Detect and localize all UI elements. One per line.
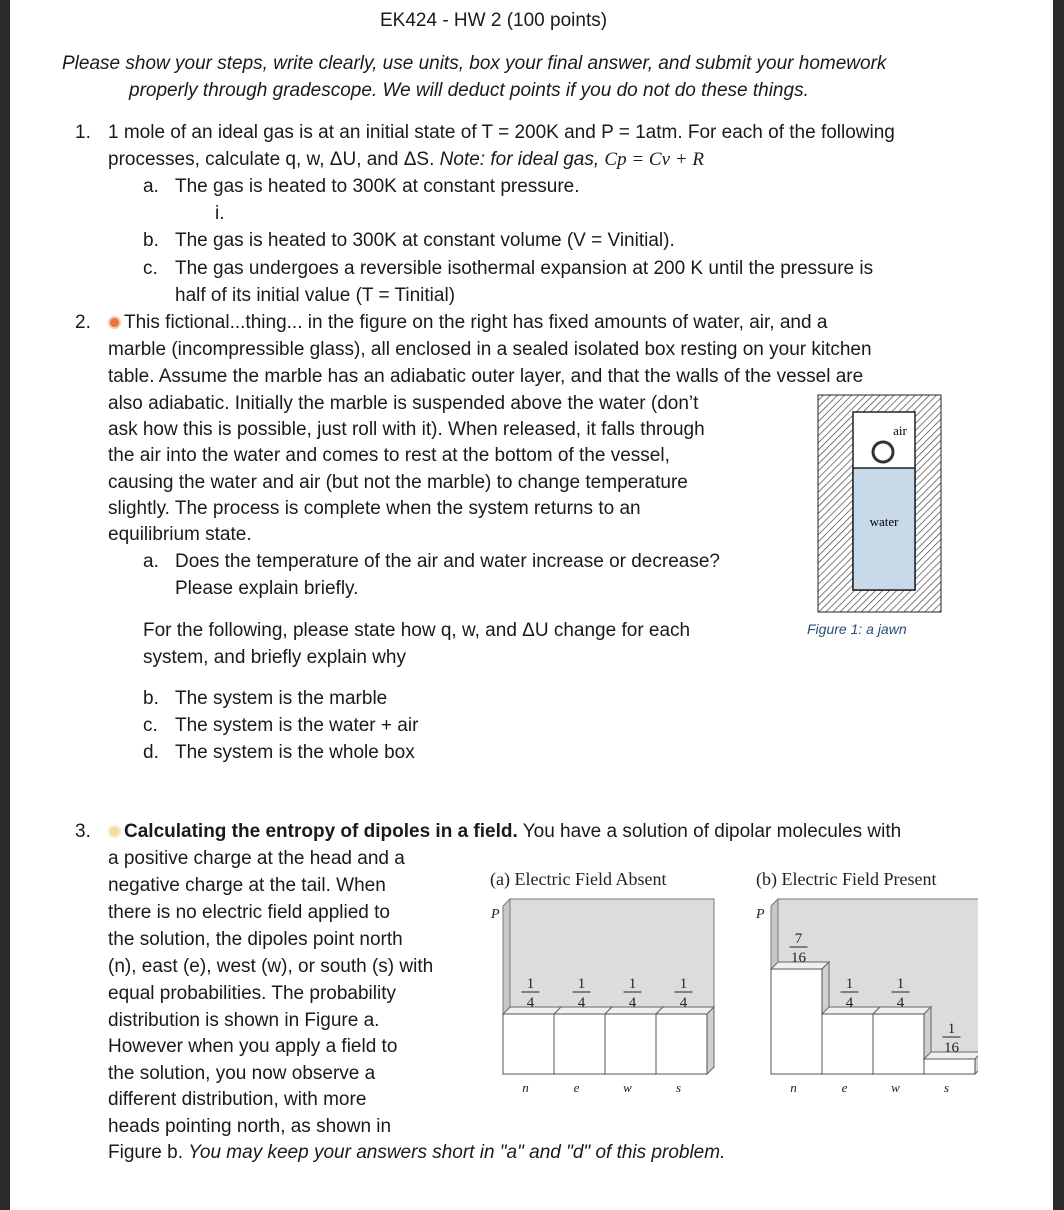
q2-line-5: the air into the water and comes to rest at the bottom of the vessel, [108, 445, 670, 466]
q3-line-4: (n), east (e), west (w), or south (s) with [108, 956, 434, 977]
q1b-letter: b. [143, 230, 159, 251]
q3-last-italic: You may keep your answers short in "a" and "d" of this problem. [188, 1142, 726, 1163]
q2-number: 2. [75, 312, 91, 333]
category-label-w: w [623, 1080, 632, 1095]
water-label: water [869, 514, 899, 529]
q3-line-5: equal probabilities. The probability [108, 983, 396, 1004]
bar-label-numerator-n: 7 [794, 931, 803, 947]
instructions-line-2: properly through gradescope. We will deduct points if you do not do these things. [129, 80, 809, 101]
q2a-letter: a. [143, 551, 159, 572]
bar-label-denominator-e: 4 [577, 995, 586, 1011]
q1c-letter: c. [143, 258, 158, 279]
q1c-text-1: The gas undergoes a reversible isothermal expansion at 200 K until the pressure is [175, 258, 874, 279]
bar-w [873, 1014, 924, 1074]
q3-line-3: the solution, the dipoles point north [108, 929, 403, 950]
category-label-s: s [675, 1080, 682, 1095]
bullet-icon [108, 316, 121, 329]
chart-y-axis-label: P [491, 907, 500, 922]
q3-line-10: heads pointing north, as shown in [108, 1116, 392, 1137]
q2a-text-2: Please explain briefly. [175, 578, 359, 599]
q2-line-8: equilibrium state. [108, 524, 252, 545]
q2d-text: The system is the whole box [175, 742, 415, 763]
q3-line-1: negative charge at the tail. When [108, 875, 386, 896]
water-region [853, 468, 915, 590]
bar-label-numerator-s: 1 [947, 1021, 956, 1037]
q2-follow-1: For the following, please state how q, w, and ΔU change for each [143, 620, 691, 641]
bar-e [554, 1014, 605, 1074]
q2b-text: The system is the marble [175, 688, 388, 709]
q3-line-7: However when you apply a field to [108, 1036, 398, 1057]
q2-line-2: table. Assume the marble has an adiabatic outer layer, and that the walls of the vessel are [108, 366, 864, 387]
q2-line-6: causing the water and air (but not the marble) to change temperature [108, 472, 688, 493]
figure-caption: Figure 1: a jawn [807, 621, 907, 637]
marble [873, 442, 893, 462]
q2d-letter: d. [143, 742, 159, 763]
q3-line-6: distribution is shown in Figure a. [108, 1010, 380, 1031]
bar-label-numerator-e: 1 [577, 976, 586, 992]
q3-number: 3. [75, 821, 91, 842]
q3-line-0: a positive charge at the head and a [108, 848, 405, 869]
q3-line-2: there is no electric field applied to [108, 902, 390, 923]
q2b-letter: b. [143, 688, 159, 709]
chart-y-axis-label: P [756, 907, 765, 922]
bar-s [656, 1014, 707, 1074]
bar-s [924, 1059, 975, 1074]
q3-last-plain: Figure b. [108, 1142, 189, 1163]
q2-line-1: marble (incompressible glass), all enclosed in a sealed isolated box resting on your kitchen [108, 339, 872, 360]
q2-line-7: slightly. The process is complete when the system returns to an [108, 498, 641, 519]
heat-capacity-equation: Cp = Cv + R [604, 149, 704, 170]
q3-line-first-rest: You have a solution of dipolar molecules with [517, 821, 902, 842]
q1-line-2-plain: processes, calculate q, w, ΔU, and ΔS. [108, 149, 440, 170]
bar-label-denominator-n: 4 [526, 995, 535, 1011]
q2-follow-2: system, and briefly explain why [143, 647, 406, 668]
category-label-e: e [841, 1080, 848, 1095]
chart-title: (a) Electric Field Absent [490, 869, 667, 889]
chart-title: (b) Electric Field Present [756, 869, 937, 889]
bar-label-denominator-w: 4 [628, 995, 637, 1011]
q2-line-3: also adiabatic. Initially the marble is suspended above the water (don’t [108, 393, 699, 414]
q1a-letter: a. [143, 176, 159, 197]
q3-line-last [108, 1140, 725, 1166]
category-label-e: e [573, 1080, 580, 1095]
q2-line-4: ask how this is possible, just roll with it). When released, it falls through [108, 419, 705, 440]
page-title: EK424 - HW 2 (100 points) [380, 10, 608, 31]
bar-w [605, 1014, 656, 1074]
q1a-text: The gas is heated to 300K at constant pressure. [175, 176, 580, 197]
bar-n [771, 969, 822, 1074]
q1-note: Note: for ideal gas, [439, 149, 605, 170]
air-label: air [893, 423, 907, 438]
category-label-s: s [943, 1080, 950, 1095]
q3-heading: Calculating the entropy of dipoles in a field. [124, 821, 518, 842]
q3-line-8: the solution, you now observe a [108, 1063, 376, 1084]
q1c-text-2: half of its initial value (T = Tinitial) [175, 285, 456, 306]
q1-line-1: 1 mole of an ideal gas is at an initial state of T = 200K and P = 1atm. For each of the following [108, 122, 895, 143]
bar-side-s [707, 1007, 714, 1074]
q1a-i-label: i. [215, 203, 225, 224]
bar-label-denominator-w: 4 [896, 995, 905, 1011]
category-label-n: n [522, 1080, 529, 1095]
bar-e [822, 1014, 873, 1074]
chart-field-present [738, 864, 978, 1098]
homework-page [10, 0, 1053, 1210]
q3-line-first [108, 819, 901, 845]
q2c-text: The system is the water + air [175, 715, 419, 736]
bar-label-denominator-s: 4 [679, 995, 688, 1011]
instructions-line-1: Please show your steps, write clearly, use units, box your final answer, and submit your homework [62, 53, 887, 74]
chart-field-absent [470, 864, 730, 1098]
bar-label-numerator-s: 1 [679, 976, 688, 992]
category-label-w: w [891, 1080, 900, 1095]
q2c-letter: c. [143, 715, 158, 736]
bar-label-numerator-w: 1 [628, 976, 637, 992]
bar-label-numerator-n: 1 [526, 976, 535, 992]
q1-line-2 [108, 147, 704, 173]
bar-n [503, 1014, 554, 1074]
bullet-icon [108, 825, 121, 838]
q3-line-9: different distribution, with more [108, 1089, 367, 1110]
bar-label-numerator-w: 1 [896, 976, 905, 992]
category-label-n: n [790, 1080, 797, 1095]
q2-line-0: This fictional...thing... in the figure on the right has fixed amounts of water, air, and a [108, 310, 827, 336]
vessel-figure [817, 394, 942, 614]
bar-label-denominator-n: 16 [791, 950, 806, 966]
q2a-text-1: Does the temperature of the air and water increase or decrease? [175, 551, 720, 572]
q1-number: 1. [75, 122, 91, 143]
q1b-text: The gas is heated to 300K at constant volume (V = Vinitial). [175, 230, 675, 251]
bar-label-denominator-e: 4 [845, 995, 854, 1011]
bar-label-denominator-s: 16 [944, 1040, 959, 1056]
bar-label-numerator-e: 1 [845, 976, 854, 992]
